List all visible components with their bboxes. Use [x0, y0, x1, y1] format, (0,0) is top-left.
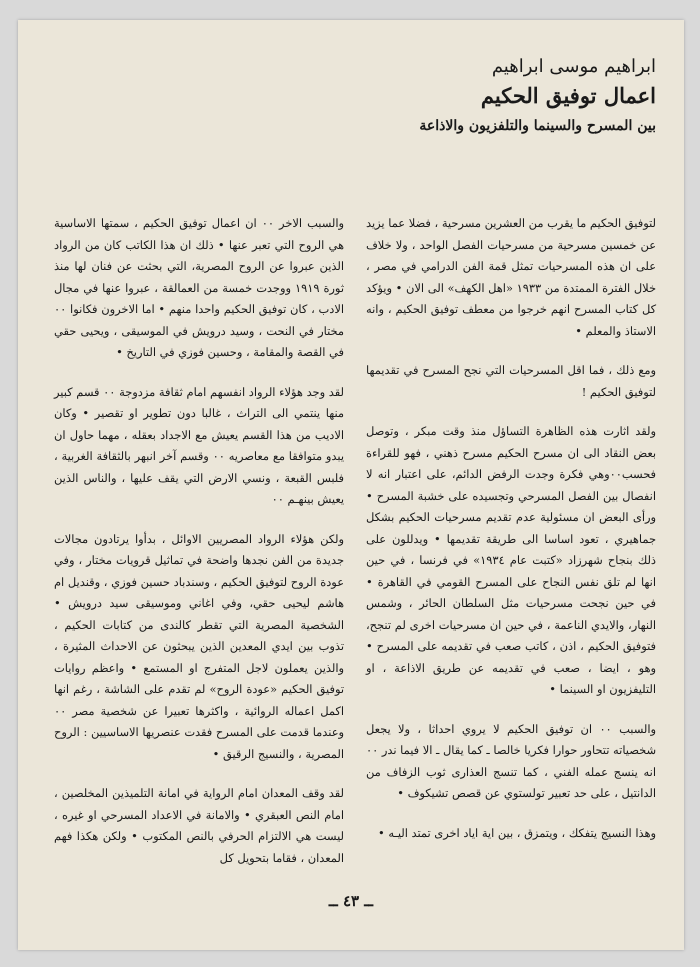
paragraph: والسبب الاخر ٠٠ ان اعمال توفيق الحكيم ، سمتها الاساسية هي الروح التي تعبر عنها • ذلك ان هذا الكاتب كان من الرواد الذين عبروا عن الروح المصرية، التي بحثت عن فنان لها منذ ثورة ١٩١٩ ووجدت خمسة من العمالقة ، عبروا عنها في مجال الادب ، كان توفيق الحكيم واحدا منهم • اما الاخرون فكانوا ٠٠ مختار في النحت ، وسيد درويش في الموسيقى ، ويحيى حقي في القصة والمقامة ، وحسين فوزي في التاريخ • [54, 216, 344, 359]
paragraph: لقد وجد هؤلاء الرواد انفسهم امام ثقافة مزدوجة ٠٠ قسم كبير منها ينتمي الى التراث ، غالبا دون تطوير او تقصير • وكان الاديب من هذا القسم يعيش مع الاجداد بعقله ، مهما حاول ان يبدو متوافقا مع معاصريه ٠٠ وقسم آخر انبهر بالثقافة الغربية ، فلبس القبعة ، ونسي الارض التي يقف عليها ، والناس الذين يعيش بينهـم ٠٠ [54, 384, 344, 506]
article-title: اعمال توفيق الحكيم [480, 83, 656, 108]
paragraph: لتوفيق الحكيم ما يقرب من العشرين مسرحية ، فضلا عما يزيد عن خمسين مسرحية من مسرحيات الفصل الواحد ، ولا خلاف على ان هذه المسرحيات تمثل قمة الفن الدرامي في مصر ، خلال الفترة الممتدة من ١٩٣٣ «اهل الكهف» الى الان • ويؤكد كل كتاب المسرح انهم خرجوا من معطف توفيق الحكيم ، وانه الاستاذ والمعلم • [366, 216, 656, 338]
paragraph: لقد وقف المعدان امام الرواية في امانة التلميذين المخلصين ، امام النص العبقري • والامانة في الاعداد المسرحي او غيره ، ليست هي الالتزام الحرفي بالنص المكتوب • ولكن هكذا فهم المعدان ، فقاما بتحويل كل [54, 786, 344, 865]
author-name: ابراهيم موسى ابراهيم [491, 56, 656, 77]
left-column [54, 213, 344, 887]
document-page [18, 20, 684, 950]
paragraph: ولقد اثارت هذه الظاهرة التساؤل منذ وقت مبكر ، وتوصل بعض النقاد الى ان مسرح الحكيم مسرح ذهني ، فهو للقراءة فحسب٠٠وهي فكرة وجدت الرفض الدائم، على اعتبار انه لا انفصال بين الفصل المسرحي وتجسيده على خشبة المسرح • ورأى البعض ان مسئولية عدم تقديم مسرحيات الحكيم بشكل جماهيري ، تعود اساسا الى طريقة تقديمها • ويدللون على ذلك بنجاح شهرزاد «كتبت عام ١٩٣٤» في فرنسا ، في حين انها لم تلق نفس النجاح على المسرح القومي في القاهرة • في حين نجحت مسرحيات مثل السلطان الحائر ، وشمس النهار، والايدي الناعمة ، في حين ان مسرحيات اخرى لم تنجح، فتوفيق الحكيم ، اذن ، كاتب صعب في تقديمه على المسرح • وهو ، ايضا ، صعب في تقديمه عن طريق الاذاعة ، او التليفزيون او السينما • [366, 424, 657, 696]
article-subtitle: بين المسرح والسينما والتلفزيون والاذاعة [419, 118, 656, 134]
article-header [56, 56, 656, 134]
page-number: ــ ٤٣ ــ [328, 892, 374, 910]
paragraph: ومع ذلك ، فما اقل المسرحيات التي نجح المسرح في تقديمها لتوفيق الحكيم ! [366, 363, 656, 399]
paragraph: والسبب ٠٠ ان توفيق الحكيم لا يروي احداثا ، ولا يجعل شخصياته تتحاور حوارا فكريا خالصا ـ كما يقال ـ الا فيما ندر ٠٠ انه ينسج عمله الفني ، كما تنسج العذارى ثوب الزفاف من الدانتيل ، على حد تعبير تولستوي عن قصص تشيكوف • [366, 721, 656, 800]
paragraph: ولكن هؤلاء الرواد المصريين الاوائل ، بدأوا يرتادون مجالات جديدة من الفن نجدها واضحة في تماثيل قرويات مختار ، وفي عودة الروح لتوفيق الحكيم ، وسندباد حسين فوزي ، وقنديل ام هاشم ليحيى حقي، وفي اغاني وموسيقى سيد درويش • الشخصية المصرية التي تقطر كالندى من كتابات الحكيم ، تذوب بين ايدي المعدين الذين يبحثون عن الاحداث المثيرة ، والذين يعملون لاجل المتفرج او المستمع • واعظم روايات توفيق الحكيم «عودة الروح» لم تقدم على الشاشة ، رغم انها اكمل اعماله الروائية ، واكثرها تعبيرا عن شخصية مصر ٠٠ وعندما قدمت على المسرح فقدت عنصريها الاساسيين : الروح المصرية ، والنسيج الرقيق • [54, 531, 344, 761]
right-column [366, 213, 656, 862]
paragraph: وهذا النسيج يتفكك ، ويتمزق ، بين اية اياد اخرى تمتد اليـه • [378, 825, 656, 840]
